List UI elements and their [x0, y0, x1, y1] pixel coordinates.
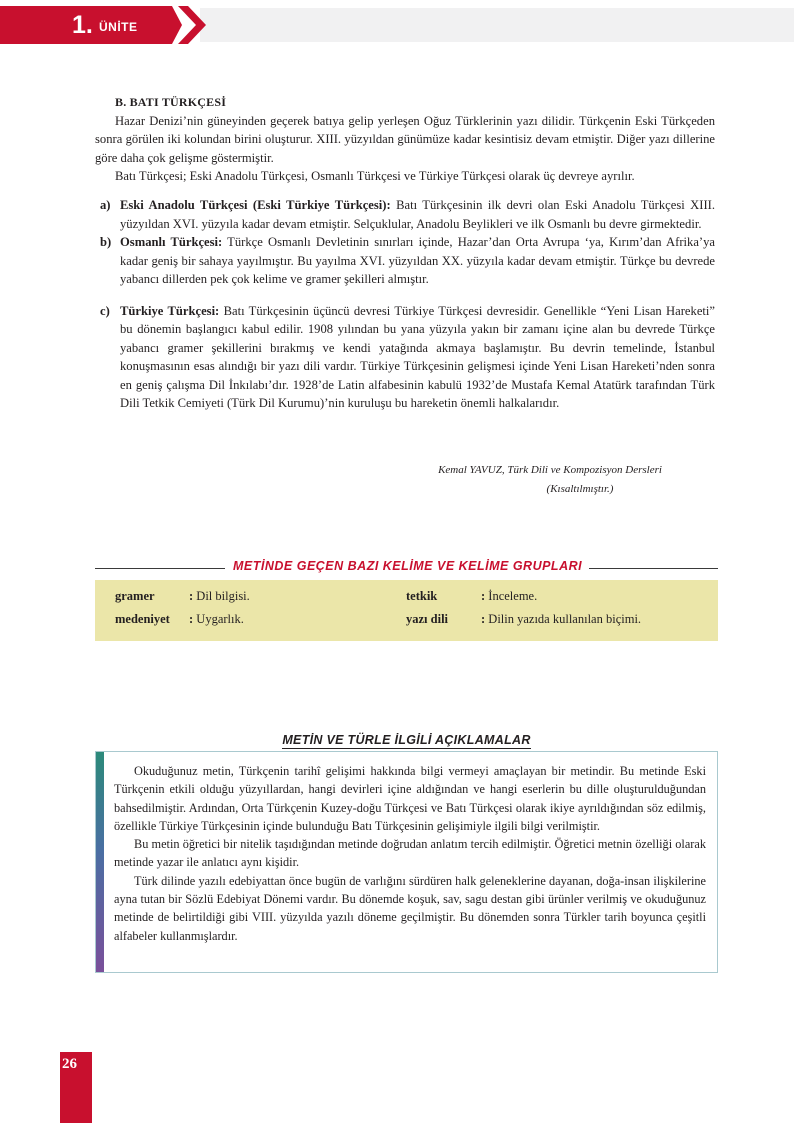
source-citation [380, 461, 720, 499]
list-text: Türkçe Osmanlı Devletinin sınırları içinde, Hazar’dan Orta Avrupa ‘ya, Kırım’dan Afrika’ya kadar geniş bir sahaya yayılmıştır. Bu yayılma XVI. yüzyıldan XX. yüzyıla kadar devam etmiştir. Türkçe bu devrede yabancı dillerden pek çok kelime ve gramer şekilleri almıştır. [120, 235, 715, 286]
explanation-text [114, 762, 706, 945]
list-item [95, 302, 715, 413]
vocab-definition: : Uygarlık. [189, 612, 244, 626]
divider [589, 568, 718, 569]
vocab-definition: : İnceleme. [481, 589, 538, 603]
period-list [95, 196, 715, 413]
section-bati-turkcesi [95, 93, 715, 186]
list-marker: c) [100, 303, 110, 318]
vocab-term: yazı dili [406, 612, 449, 626]
vocab-box [95, 580, 718, 641]
vocab-title: METİNDE GEÇEN BAZI KELİME VE KELİME GRUPLARI [233, 559, 583, 573]
explanation-box [95, 751, 718, 973]
page-number: 26 [62, 1056, 77, 1072]
unit-number: 1. [72, 11, 93, 39]
list-marker: a) [100, 198, 111, 212]
explanation-title: METİN VE TÜRLE İLGİLİ AÇIKLAMALAR [282, 733, 531, 747]
list-item [95, 233, 715, 289]
unit-label: ÜNİTE [99, 20, 138, 34]
divider [95, 568, 225, 569]
vocab-definition: : Dilin yazıda kullanılan biçimi. [481, 612, 642, 626]
color-stripe [96, 752, 104, 972]
list-text: Batı Türkçesinin ilk devri olan Eski Anadolu Türkçesi XIII. yüzyıldan XVI. yüzyıla kadar devam etmiştir. Selçuklular, Anadolu Beylikleri ve ilk Osmanlı bu devre girmektedir. [120, 198, 716, 231]
list-marker: b) [100, 235, 112, 249]
paragraph: Batı Türkçesi; Eski Anadolu Türkçesi, Osmanlı Türkçesi ve Türkiye Türkçesi olarak üç devreye ayrılır. [115, 169, 635, 183]
list-text: Batı Türkçesinin üçüncü devresi Türkiye Türkçesi devresidir. Genellikle “Yeni Lisan Hareketi” bu dönemin başlangıcı kabul edilir. 1908 yılından bu yana yüzyıla yakın bir zamanı içine alan bu devrede Türkçe yabancı gramer şekillerini bırakmış ve kendi yatağında akmaya başlamıştır. Bu devrin temelinde, İstanbul konuşmasının esas alındığı bir yazı dili vardır. Türkiye Türkçesinin gelişmesi içinde Yeni Lisan Hareketi’nden sonra en geniş çalışma Dil İnkılabı’dır. 1928’de Latin alfabesinin kabulü 1932’de Mustafa Kemal Atatürk tarafından Türk Dili Tetkik Cemiyeti (Türk Dil Kurumu)’nin kuruluşu bu hareketin önemli halkalarıdır. [120, 303, 715, 410]
list-term: Eski Anadolu Türkçesi (Eski Türkiye Türkçesi): [120, 198, 391, 212]
list-term: Türkiye Türkçesi: [120, 303, 220, 318]
vocab-term: tetkik [406, 589, 438, 603]
vocab-header [95, 558, 718, 578]
paragraph: Okuduğunuz metin, Türkçenin tarihî gelişimi hakkında bilgi vermeyi amaçlayan bir metindir. Bu metinde Eski Türkçenin etkili olduğu yüzyıllardan, hangi devirleri içine aldığından ve hangi eserlerin bu dille oluşturulduğundan bahsedilmiştir. Ardından, Orta Türkçenin Kuzey-doğu Türkçesi ve Batı Türkçesi olarak ikiye ayrıldığından söz edilmiş, özellikle Türkiye Türkçesinin içinde bulunduğu Batı Türkçesinin gelişimiyle ilgili bilgi verilmiştir. [114, 764, 706, 833]
list-term: Osmanlı Türkçesi: [120, 235, 223, 249]
header-bar [200, 8, 794, 42]
section-title: B. BATI TÜRKÇESİ [115, 95, 227, 109]
paragraph: Türk dilinde yazılı edebiyattan önce bugün de varlığını sürdüren halk geleneklerine dayanan, doğa-insan ilişkilerine ayna tutan bir Sözlü Edebiyat Dönemi vardır. Bu dönemde koşuk, sav, sagu destan gibi ürünler verilmiş ve okuduğunuz metinde de belirtildiği gibi VIII. yüzyılda yazılı döneme geçilmiştir. Bu dönemden sonra Türkler tarih boyunca çeşitli alfabeler kullanmışlardır. [114, 873, 706, 943]
source-author: Kemal YAVUZ, Türk Dili ve Kompozisyon Dersleri [438, 464, 662, 476]
list-item [95, 196, 715, 233]
source-note: (Kısaltılmıştır.) [546, 483, 614, 495]
vocab-term: gramer [115, 589, 155, 603]
paragraph: Hazar Denizi’nin güneyinden geçerek batıya gelip yerleşen Oğuz Türklerinin yazı dilidir. Türkçenin Eski Türkçeden sonra görülen iki kolundan birini oluşturur. XIII. yüzyıldan günümüze kadar kesintisiz devam etmiştir. Diğer yazı dillerine göre daha çok gelişme göstermiştir. [95, 113, 715, 165]
vocab-term: medeniyet [115, 612, 170, 626]
vocab-definition: : Dil bilgisi. [189, 589, 250, 603]
paragraph: Bu metin öğretici bir nitelik taşıdığından metinde doğrudan anlatım tercih edilmiştir. Öğretici metnin özelliği olarak metinde yazar ile anlatıcı aynı kişidir. [114, 837, 706, 870]
